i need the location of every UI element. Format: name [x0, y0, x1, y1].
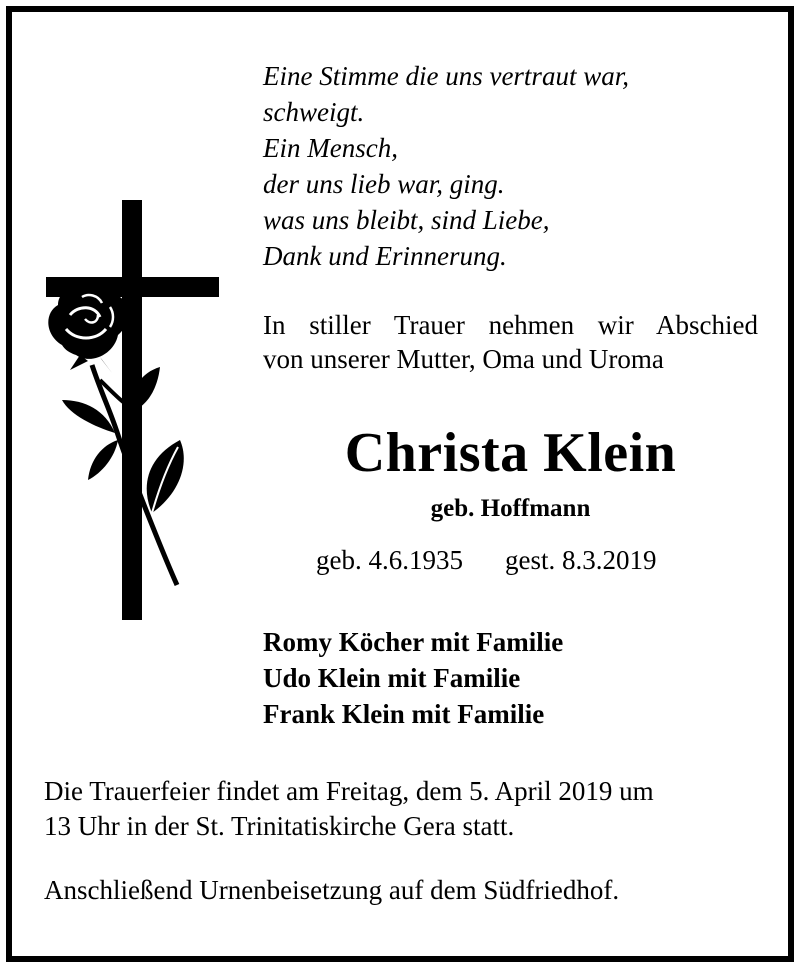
mourner-entry: Frank Klein mit Familie — [263, 699, 545, 729]
mourner-entry: Romy Köcher mit Familie — [263, 627, 564, 657]
announcement-line: von unserer Mutter, Oma und Uroma — [263, 344, 664, 374]
life-dates — [316, 540, 656, 580]
leaf-lower-left — [88, 440, 118, 480]
poem-line: schweigt. — [263, 97, 365, 127]
poem-line: was uns bleibt, sind Liebe, — [263, 205, 550, 235]
poem-line: der uns lieb war, ging. — [263, 169, 505, 199]
deceased-name: Christa Klein — [344, 422, 677, 484]
service-line: Die Trauerfeier findet am Freitag, dem 5. April 2019 um — [44, 776, 654, 806]
poem-line: Dank und Erinnerung. — [263, 241, 507, 271]
memorial-poem — [263, 58, 629, 274]
poem-line: Eine Stimme die uns vertraut war, — [263, 61, 629, 91]
mourner-entry: Udo Klein mit Familie — [263, 663, 521, 693]
poem-line: Ein Mensch, — [263, 133, 398, 163]
announcement-line: In stiller Trauer nehmen wir Abschied — [263, 310, 758, 340]
cross-with-rose-icon — [40, 195, 225, 625]
service-line: 13 Uhr in der St. Trinitatiskirche Gera statt. — [44, 811, 515, 841]
maiden-name: geb. Hoffmann — [430, 495, 591, 522]
birth-date: geb. 4.6.1935 — [316, 545, 463, 575]
funeral-service-info — [44, 774, 756, 844]
death-date: gest. 8.3.2019 — [504, 545, 657, 575]
burial-info: Anschließend Urnenbeisetzung auf dem Südfriedhof. — [44, 875, 620, 905]
mourners-list — [263, 624, 563, 732]
mourning-announcement — [263, 308, 758, 376]
